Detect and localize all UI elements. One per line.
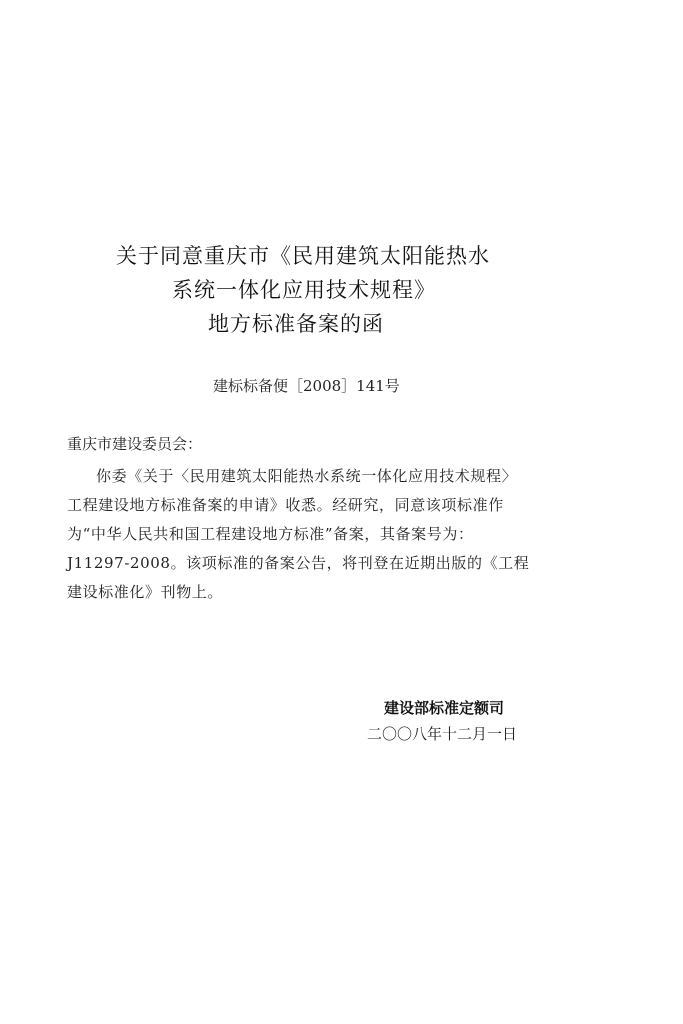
body-paragraph-line-2: 工程建设地方标准备案的申请》收悉。经研究，同意该项标准作 — [67, 496, 504, 514]
body-paragraph-line-5: 建设标准化》刊物上。 — [67, 583, 224, 601]
document-number: 建标标备便［2008］141号 — [213, 377, 400, 395]
document-title-line-2: 系统一体化应用技术规程》 — [172, 278, 436, 302]
body-paragraph-line-3: 为“中华人民共和国工程建设地方标准”备案，其备案号为： — [67, 525, 474, 543]
body-paragraph-line-4: J11297-2008。该项标准的备案公告，将刊登在近期出版的《工程 — [67, 554, 530, 572]
signature-date: 二〇〇八年十二月一日 — [367, 725, 518, 743]
body-paragraph-line-1: 你委《关于〈民用建筑太阳能热水系统一体化应用技术规程〉 — [96, 467, 518, 485]
document-title-line-3: 地方标准备案的函 — [208, 312, 384, 336]
signature-organization: 建设部标准定额司 — [384, 699, 505, 717]
addressee: 重庆市建设委员会： — [67, 435, 203, 453]
document-title-line-1: 关于同意重庆市《民用建筑太阳能热水 — [116, 244, 490, 268]
